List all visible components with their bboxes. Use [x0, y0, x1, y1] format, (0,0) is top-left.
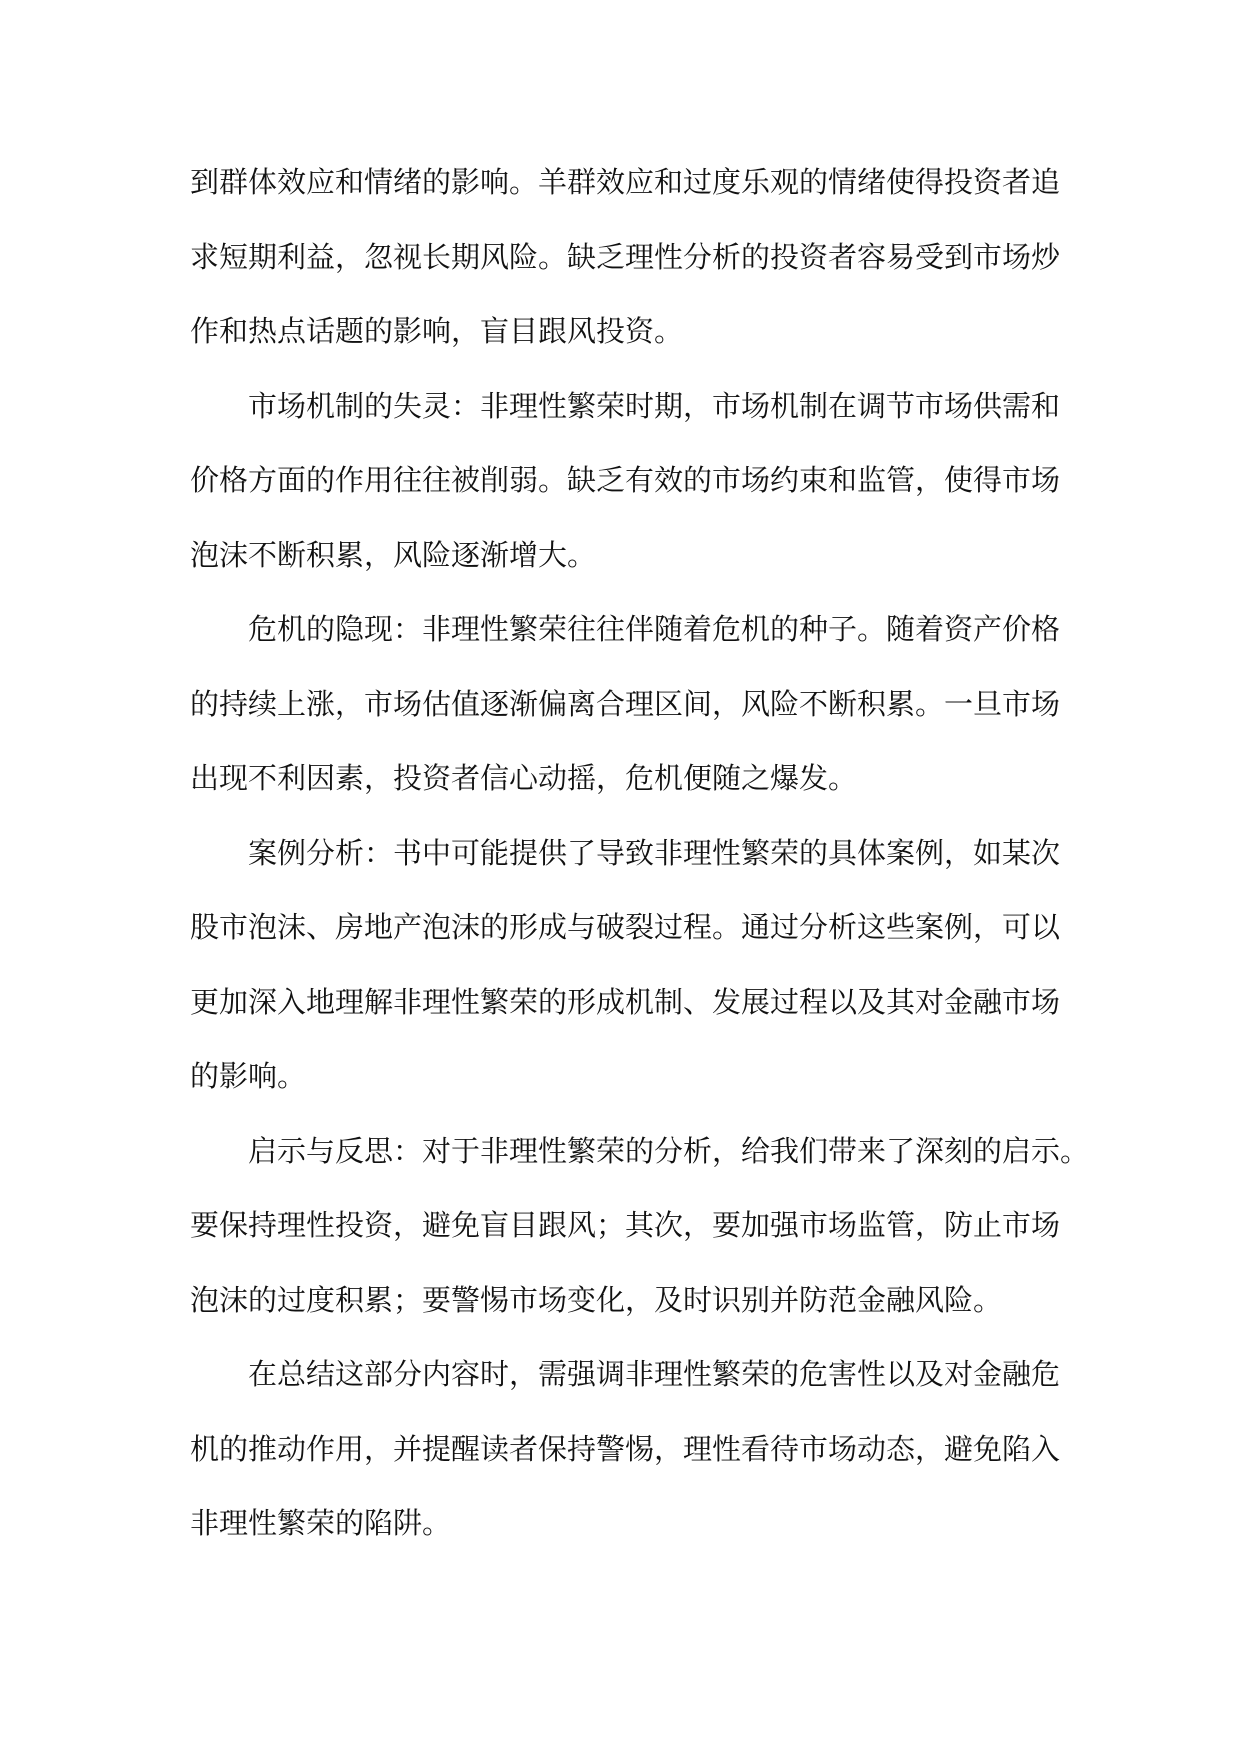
paragraph-summary [190, 1337, 1061, 1561]
text-line: 的持续上涨，市场估值逐渐偏离合理区间，风险不断积累。一旦市场 [190, 686, 1061, 721]
paragraph-case-analysis [190, 816, 1061, 1114]
text-line: 更加深入地理解非理性繁荣的形成机制、发展过程以及其对金融市场 [190, 984, 1061, 1019]
text-line: 泡沫的过度积累；要警惕市场变化，及时识别并防范金融风险。 [190, 1282, 1003, 1317]
paragraph-continued [190, 145, 1061, 369]
text-line: 案例分析：书中可能提供了导致非理性繁荣的具体案例，如某次 [248, 835, 1061, 870]
text-line: 市场机制的失灵：非理性繁荣时期，市场机制在调节市场供需和 [248, 388, 1061, 423]
text-line: 股市泡沫、房地产泡沫的形成与破裂过程。通过分析这些案例，可以 [190, 910, 1061, 944]
text-line: 作和热点话题的影响，盲目跟风投资。 [190, 314, 684, 348]
text-line: 到群体效应和情绪的影响。羊群效应和过度乐观的情绪使得投资者追 [190, 165, 1061, 199]
text-line: 机的推动作用，并提醒读者保持警惕，理性看待市场动态，避免陷入 [190, 1431, 1061, 1466]
text-line: 启示与反思：对于非理性繁荣的分析，给我们带来了深刻的启示。 [248, 1133, 1090, 1168]
text-line: 非理性繁荣的陷阱。 [190, 1506, 452, 1540]
text-line: 出现不利因素，投资者信心动摇，危机便随之爆发。 [190, 761, 858, 795]
paragraph-market-mechanism [190, 369, 1061, 593]
text-line: 要保持理性投资，避免盲目跟风；其次，要加强市场监管，防止市场 [190, 1208, 1061, 1242]
text-line: 在总结这部分内容时，需强调非理性繁荣的危害性以及对金融危 [248, 1357, 1061, 1391]
text-line: 危机的隐现：非理性繁荣往往伴随着危机的种子。随着资产价格 [248, 612, 1061, 646]
text-line: 求短期利益，忽视长期风险。缺乏理性分析的投资者容易受到市场炒 [190, 239, 1061, 274]
text-line: 价格方面的作用往往被削弱。缺乏有效的市场约束和监管，使得市场 [190, 463, 1061, 497]
paragraph-crisis [190, 592, 1061, 816]
text-line: 泡沫不断积累，风险逐渐增大。 [190, 537, 597, 572]
text-line: 的影响。 [190, 1059, 307, 1093]
body-text [190, 145, 1090, 1561]
paragraph-reflection [190, 1114, 1090, 1338]
